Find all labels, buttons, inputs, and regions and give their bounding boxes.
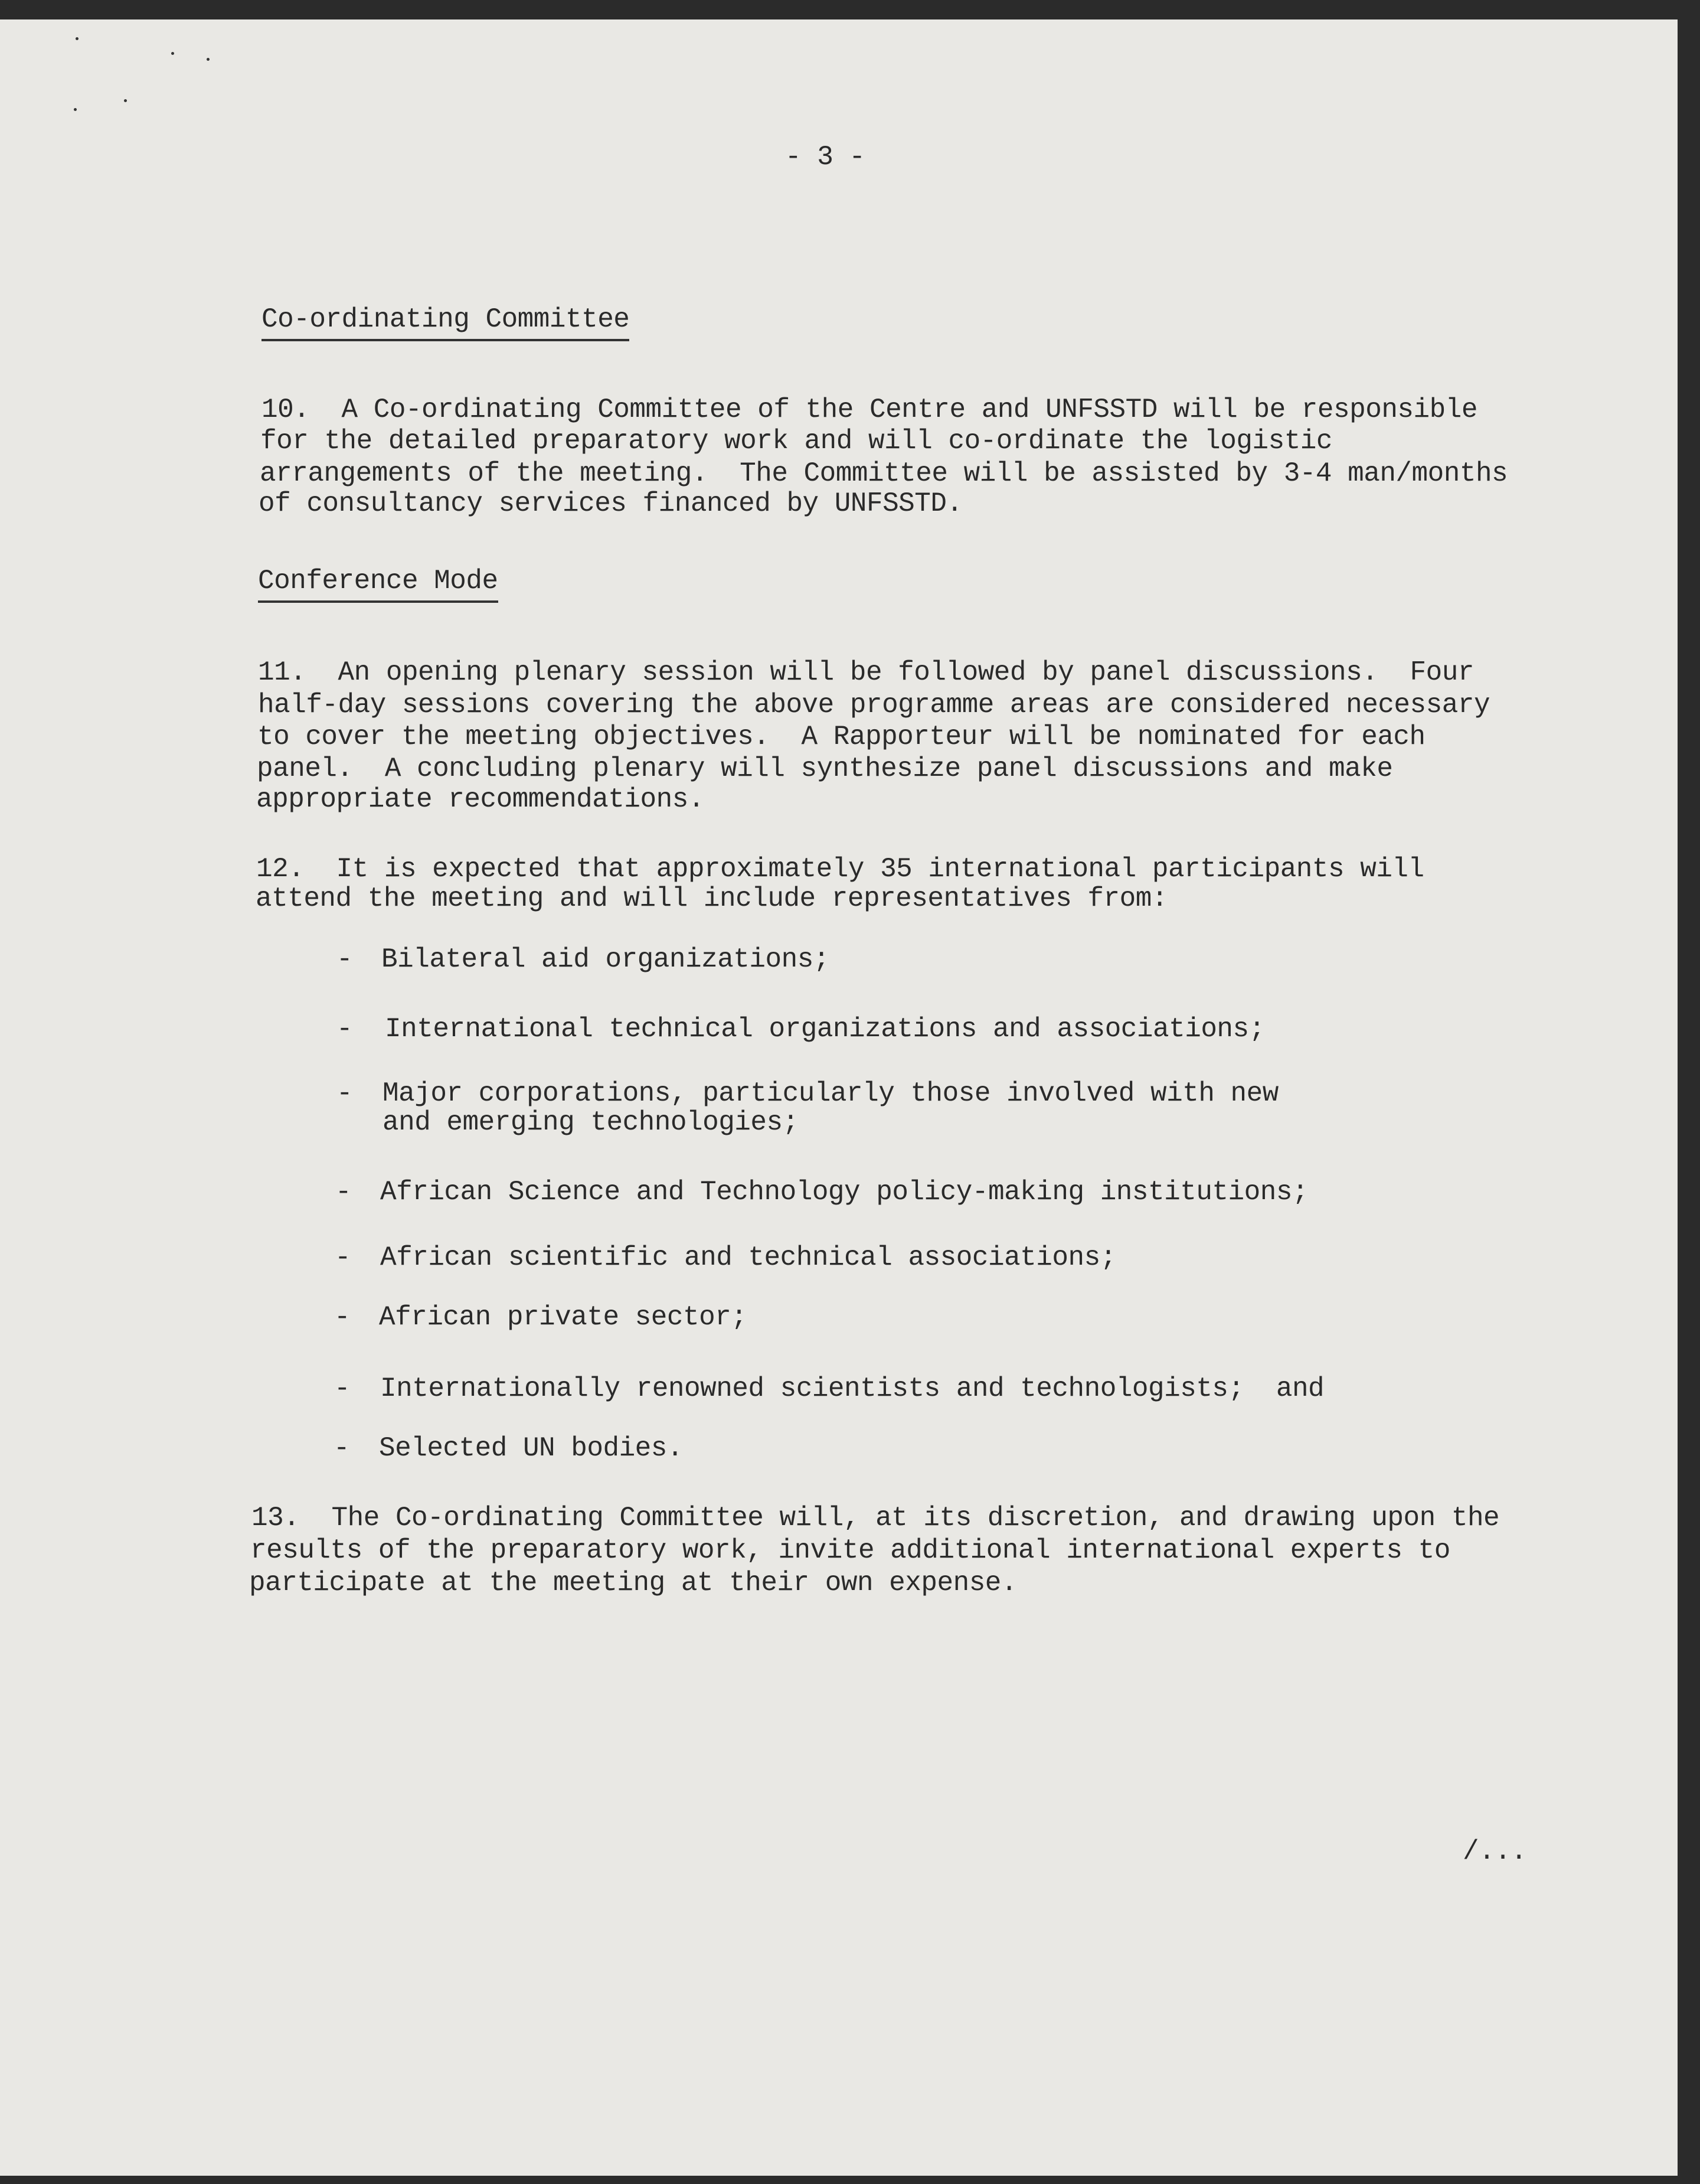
scan-speck: [76, 37, 79, 40]
list-item: Bilateral aid organizations;: [381, 944, 829, 975]
section-heading-conference-mode: Conference Mode: [258, 566, 498, 603]
text-line: 12. It is expected that approximately 35 international participants will: [256, 854, 1424, 884]
text-line: 11. An opening plenary session will be followed by panel discussions. Four: [258, 657, 1474, 688]
text-line: of consultancy services financed by UNFSSTD.: [259, 488, 963, 519]
bullet-dash: -: [334, 1373, 351, 1404]
scan-speck: [74, 108, 77, 111]
text-line: to cover the meeting objectives. A Rapporteur will be nominated for each: [257, 722, 1426, 752]
bullet-dash: -: [336, 1014, 353, 1044]
list-item: Major corporations, particularly those involved with new: [382, 1078, 1279, 1109]
list-item: and emerging technologies;: [382, 1107, 799, 1138]
section-heading-coordinating-committee: Co-ordinating Committee: [261, 304, 629, 341]
text-line: arrangements of the meeting. The Committee will be assisted by 3-4 man/months: [260, 458, 1508, 489]
continuation-mark: /...: [1463, 1836, 1527, 1867]
bullet-dash: -: [336, 944, 353, 975]
text-line: participate at the meeting at their own expense.: [249, 1568, 1018, 1598]
bullet-dash: -: [334, 1302, 351, 1333]
list-item: Internationally renowned scientists and technologists; and: [380, 1373, 1325, 1404]
text-line: 13. The Co-ordinating Committee will, at its discretion, and drawing upon the: [251, 1503, 1500, 1533]
text-line: panel. A concluding plenary will synthesize panel discussions and make: [257, 753, 1393, 784]
list-item: African scientific and technical associations;: [380, 1242, 1116, 1273]
bullet-dash: -: [334, 1433, 350, 1464]
bullet-dash: -: [335, 1177, 352, 1207]
text-line: attend the meeting and will include representatives from:: [256, 883, 1168, 914]
text-line: results of the preparatory work, invite additional international experts to: [250, 1535, 1450, 1566]
list-item: Selected UN bodies.: [379, 1433, 683, 1464]
scan-speck: [124, 99, 127, 102]
text-line: half-day sessions covering the above programme areas are considered necessary: [258, 690, 1490, 720]
list-item: International technical organizations and associations;: [385, 1014, 1265, 1044]
list-item: African private sector;: [379, 1302, 747, 1333]
bullet-dash: -: [335, 1242, 351, 1273]
bullet-dash: -: [336, 1078, 353, 1109]
scan-speck: [171, 52, 174, 55]
text-line: 10. A Co-ordinating Committee of the Centre and UNFSSTD will be responsible: [261, 394, 1477, 425]
text-line: appropriate recommendations.: [256, 784, 704, 815]
list-item: African Science and Technology policy-making institutions;: [380, 1177, 1309, 1207]
page-number: - 3 -: [785, 142, 865, 172]
scan-speck: [207, 58, 210, 61]
text-line: for the detailed preparatory work and will co-ordinate the logistic: [260, 426, 1333, 456]
